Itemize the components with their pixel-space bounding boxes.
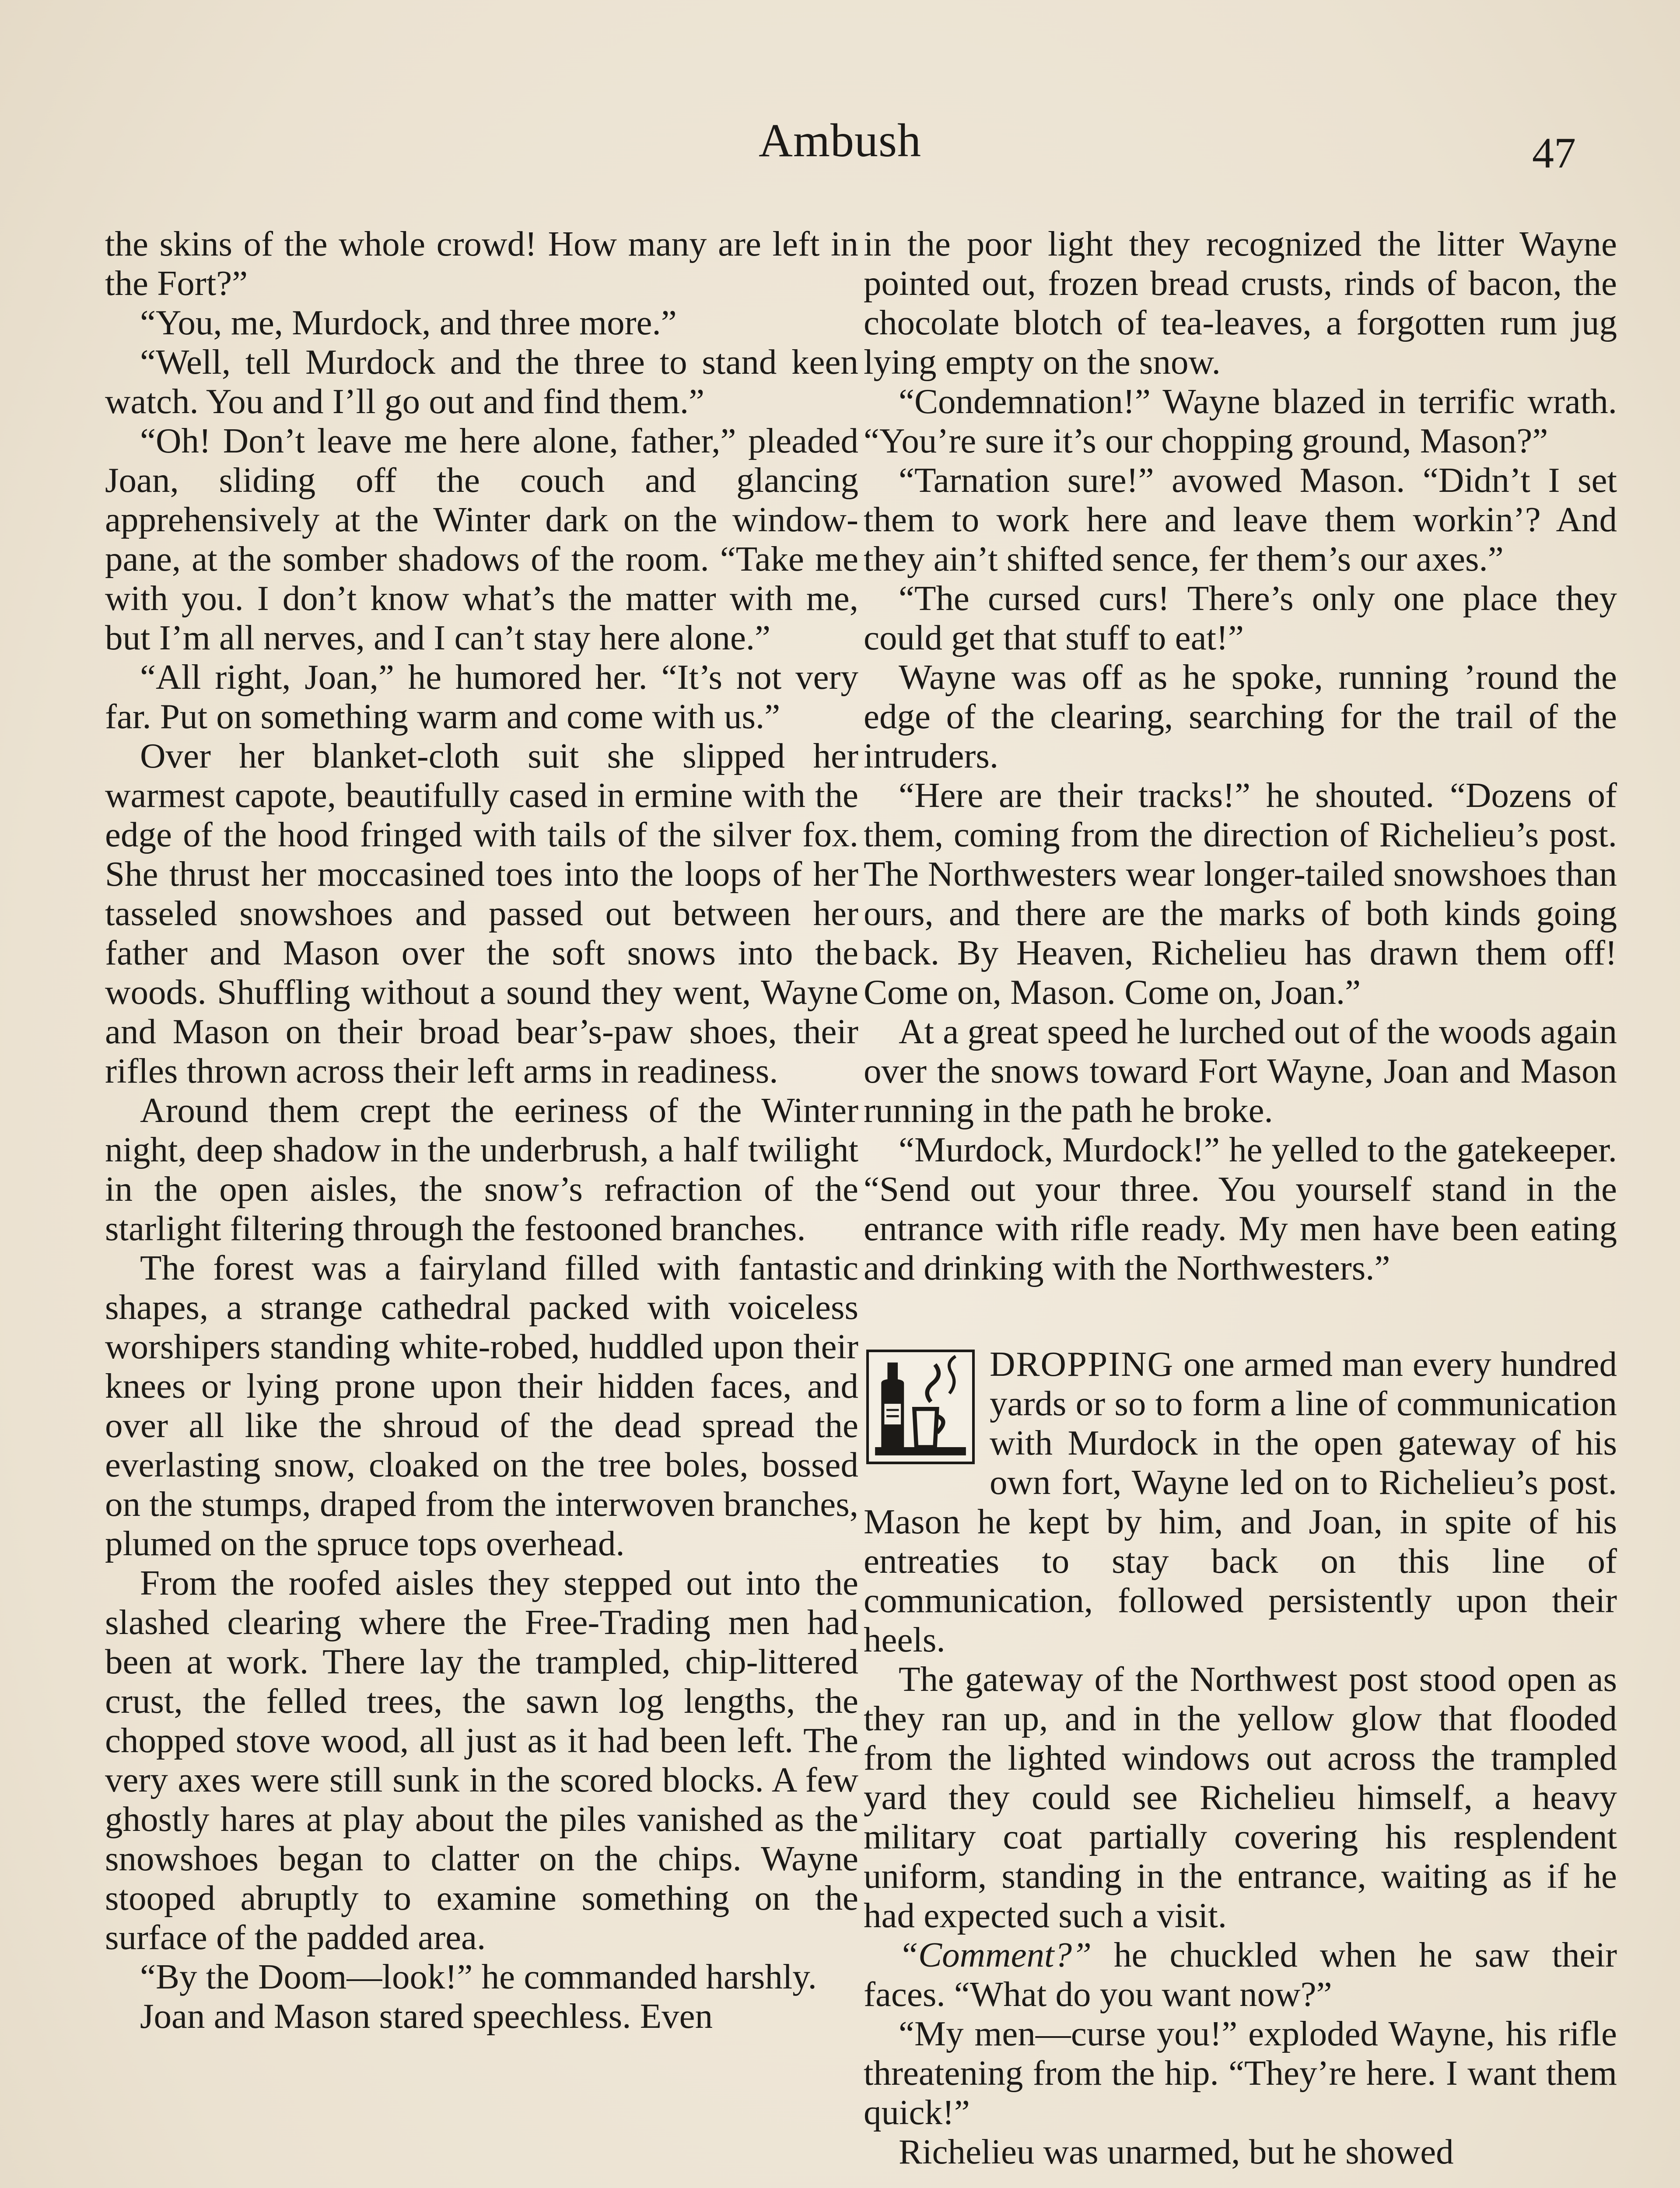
paragraph: the skins of the whole crowd! How many are left in the Fort?” [105,224,858,303]
bottle-vignette-icon [866,1350,975,1464]
paragraph: “The cursed curs! There’s only one place they could get that stuff to eat!” [864,579,1617,657]
paragraph: in the poor light they recognized the litter Wayne pointed out, frozen bread crusts, rinds of bacon, the chocolate blotch of tea-leaves, a forgotten rum jug lying empty on the snow. [864,224,1617,382]
paragraph: “Here are their tracks!” he shouted. “Dozens of them, coming from the direction of Richelieu’s post. The Northwesters wear longer-tailed snowshoes than ours, and there are the marks of both kinds going back. By Heaven, Richelieu has drawn them off! Come on, Mason. Come on, Joan.” [864,775,1617,1012]
paragraph: “Murdock, Murdock!” he yelled to the gatekeeper. “Send out your three. You yourself stand in the entrance with rifle ready. My men have been eating and drinking with the Northwesters.” [864,1130,1617,1287]
lead-paragraph-text: one armed man every hundred yards or so to form a line of communication with Murdock in the open gateway of his own fort, Wayne led on to Richelieu’s post. Mason he kept by him, and Joan, in spite of his entreaties to stay back on this line of communication, followed persistently upon their heels. [864,1344,1617,1659]
paragraph: “My men—curse you!” exploded Wayne, his rifle threatening from the hip. “They’re here. I want them quick!” [864,2014,1617,2132]
paragraph: From the roofed aisles they stepped out into the slashed clearing where the Free-Trading men had been at work. There lay the trampled, chip-littered crust, the felled trees, the sawn log lengths, the chopped stove wood, all just as it had been left. The very axes were still sunk in the scored blocks. A few ghostly hares at play about the piles vanished as the snowshoes began to clatter on the chips. Wayne stooped abruptly to examine something on the surface of the padded area. [105,1563,858,1957]
running-title: Ambush [758,115,922,167]
lead-capitals: DROPPING [990,1344,1174,1384]
paragraph: Over her blanket-cloth suit she slipped her warmest capote, beautifully cased in ermine with the edge of the hood fringed with tails of the silver fox. She thrust her moccasined toes into the loops of her tasseled snowshoes and passed out between her father and Mason over the soft snows into the woods. Shuffling without a sound they went, Wayne and Mason on their broad bear’s-paw shoes, their rifles thrown across their left arms in readiness. [105,736,858,1090]
paragraph: “By the Doom—look!” he commanded harshly. [140,1957,817,1996]
right-column [864,224,1617,2171]
italic-word: “Comment?” [899,1935,1092,1974]
paragraph: “Oh! Don’t leave me here alone, father,” pleaded Joan, sliding off the couch and glancing apprehensively at the Winter dark on the window-pane, at the somber shadows of the room. “Take me with you. I don’t know what’s the matter with me, but I’m all nerves, and I can’t stay here alone.” [105,421,858,657]
paragraph: Around them crept the eeriness of the Winter night, deep shadow in the underbrush, a half twilight in the open aisles, the snow’s refraction of the starlight filtering through the festooned branches. [105,1090,858,1248]
paragraph: “Well, tell Murdock and the three to stand keen watch. You and I’ll go out and find them.” [105,342,858,421]
section-opening [864,1344,1617,1659]
paragraph: “All right, Joan,” he humored her. “It’s not very far. Put on something warm and come with us.” [105,657,858,736]
section-break [864,1287,1617,1344]
paragraph: The forest was a fairyland filled with fantastic shapes, a strange cathedral packed with voiceless worshipers standing white-robed, huddled upon their knees or lying prone upon their hidden faces, and over all like the shroud of the dead spread the everlasting snow, cloaked on the tree boles, bossed on the stumps, draped from the interwoven branches, plumed on the spruce tops overhead. [105,1248,858,1563]
paragraph: “You, me, Murdock, and three more.” [140,303,677,342]
paragraph: Richelieu was unarmed, but he showed [899,2132,1454,2171]
section-lead-paragraph [864,1344,1617,1659]
paragraph: “Condemnation!” Wayne blazed in terrific wrath. “You’re sure it’s our chopping ground, Mason?” [864,382,1617,460]
paragraph: “Tarnation sure!” avowed Mason. “Didn’t I set them to work here and leave them workin’? And they ain’t shifted sence, fer them’s our axes.” [864,460,1617,579]
page-number: 47 [1532,129,1576,177]
paragraph: Joan and Mason stared speechless. Even [140,1996,713,2036]
paragraph [864,1935,1617,2014]
paragraph: The gateway of the Northwest post stood open as they ran up, and in the yellow glow that flooded from the lighted windows out across the trampled yard they could see Richelieu himself, a heavy military coat partially covering his resplendent uniform, standing in the entrance, waiting as if he had expected such a visit. [864,1659,1617,1935]
paragraph-text: he chuckled when he saw their faces. “What do you want now?” [864,1935,1617,2014]
paragraph: At a great speed he lurched out of the woods again over the snows toward Fort Wayne, Joan and Mason running in the path he broke. [864,1012,1617,1130]
left-column [105,224,858,2036]
paragraph: Wayne was off as he spoke, running ’round the edge of the clearing, searching for the trail of the intruders. [864,657,1617,775]
